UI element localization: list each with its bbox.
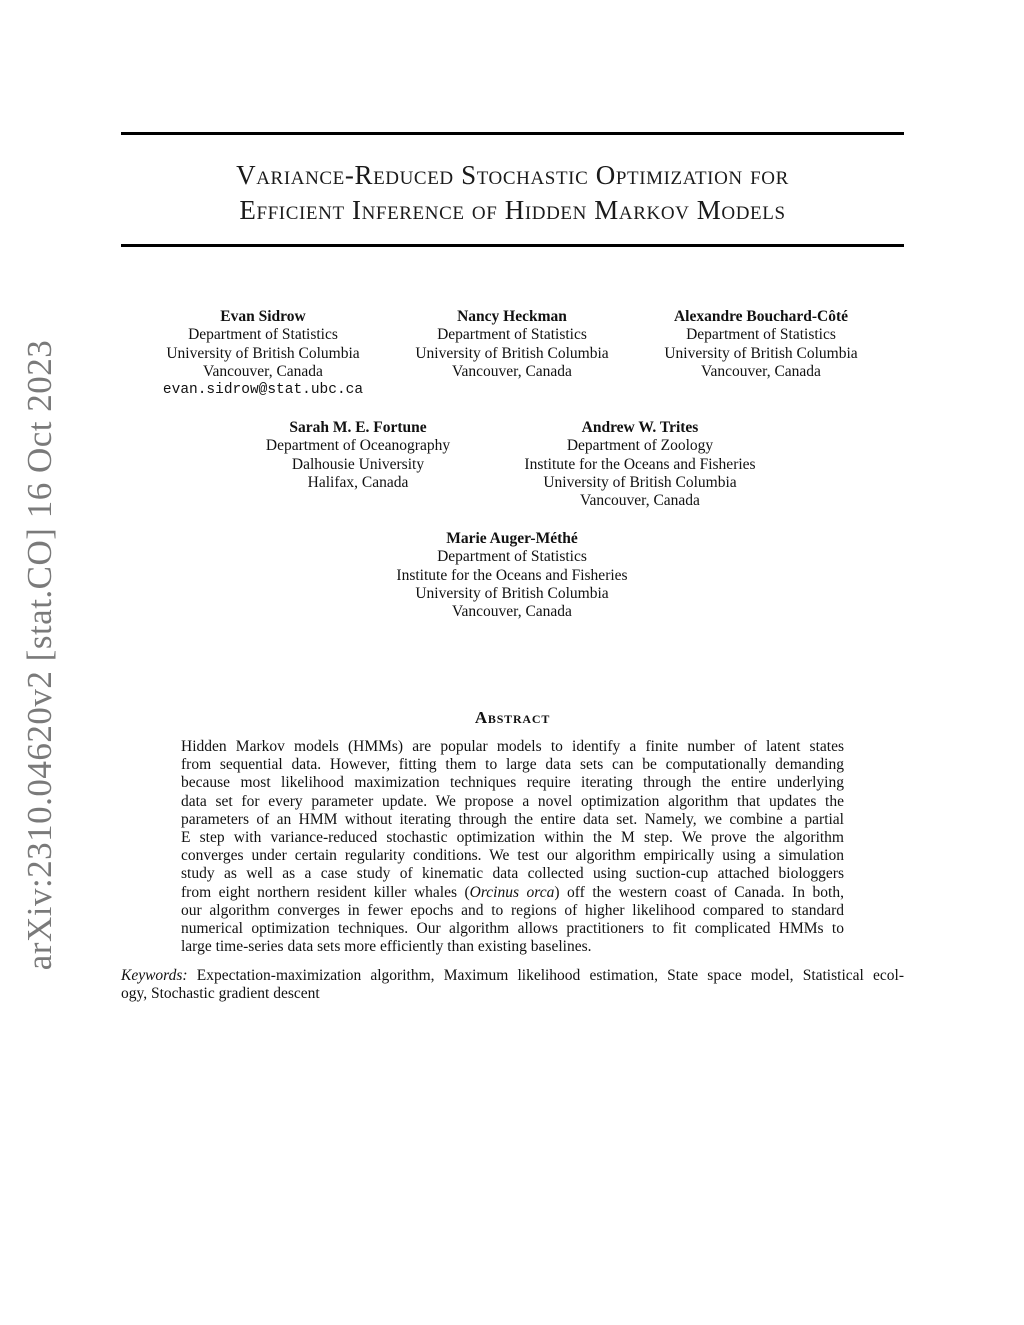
abstract-line: Hidden Markov models (HMMs) are popular models to identify a finite number of latent states (181, 738, 844, 755)
abstract-line: data set for every parameter update. We propose a novel optimization algorithm that updates the (181, 792, 844, 810)
author-name: Alexandre Bouchard-Côté (673, 308, 849, 325)
author-name: Evan Sidrow (220, 308, 306, 325)
abstract-line: E step with variance-reduced stochastic optimization within the M step. We prove the algorithm (181, 829, 844, 847)
abstract-line: our algorithm converges in fewer epochs and to regions of higher likelihood compared to standard (181, 901, 844, 919)
author-affiliation-line: University of British Columbia (664, 344, 858, 362)
abstract-body (181, 738, 844, 956)
author-block-1 (163, 308, 363, 399)
keywords-line-2: ogy, Stochastic gradient descent (121, 985, 320, 1003)
author-block-2 (415, 308, 608, 381)
title-line-2: Efficient Inference of Hidden Markov Models (239, 195, 786, 225)
abstract-line: from sequential data. However, fitting them to large data sets can be computationally demanding (181, 756, 844, 774)
abstract-line: converges under certain regularity conditions. We test our algorithm empirically using a simulation (181, 847, 844, 865)
abstract-line-species (181, 884, 844, 902)
abstract-line: numerical optimization techniques. Our algorithm allows practitioners to fit complicated HMMs to (181, 920, 844, 938)
author-affiliation-line: University of British Columbia (415, 584, 609, 602)
author-affiliation-line: University of British Columbia (166, 344, 360, 362)
keywords-line-1 (121, 967, 904, 985)
paper-title (121, 158, 904, 228)
author-affiliation-line: Department of Statistics (437, 326, 587, 344)
author-affiliation-line: Department of Statistics (437, 548, 587, 566)
author-affiliation-line: Department of Statistics (188, 326, 338, 344)
author-block-4 (266, 419, 450, 492)
author-affiliation-line: University of British Columbia (543, 473, 737, 491)
author-name: Sarah M. E. Fortune (289, 419, 427, 436)
arxiv-identifier: arXiv:2310.04620v2 [stat.CO] 16 Oct 2023 (20, 339, 59, 971)
arxiv-side-stamp (0, 339, 80, 971)
author-affiliation-line: Vancouver, Canada (452, 603, 572, 621)
author-affiliation-line: Department of Oceanography (265, 437, 451, 455)
author-affiliation-line: Dalhousie University (291, 455, 425, 473)
author-affiliation-line: Halifax, Canada (307, 473, 409, 491)
author-affiliation-line: Vancouver, Canada (580, 492, 700, 510)
author-block-3 (664, 308, 857, 381)
author-name: Andrew W. Trites (581, 419, 699, 436)
author-block-6 (396, 530, 627, 621)
species-name: Orcinus orca (469, 883, 555, 901)
author-name: Nancy Heckman (457, 308, 567, 325)
author-affiliation-line: University of British Columbia (415, 344, 609, 362)
title-top-rule (121, 132, 904, 135)
keywords-label: Keywords: (121, 967, 188, 984)
author-affiliation-line: Vancouver, Canada (203, 362, 323, 380)
author-affiliation-line: Institute for the Oceans and Fisheries (396, 566, 628, 584)
abstract-line: large time-series data sets more efficiently than existing baselines. (181, 938, 592, 956)
author-email[interactable]: evan.sidrow@stat.ubc.ca (162, 382, 364, 399)
title-line-1: Variance-Reduced Stochastic Optimization for (236, 160, 789, 190)
author-affiliation-line: Department of Zoology (566, 437, 714, 455)
author-affiliation-line: Vancouver, Canada (452, 362, 572, 380)
abstract-line: study as well as a case study of kinematic data collected using suction-cup attached biologgers (181, 865, 844, 883)
keywords-text: Expectation-maximization algorithm, Maximum likelihood estimation, State space model, Statistical ecol- (187, 967, 904, 984)
title-bottom-rule (121, 244, 904, 247)
abstract-line: parameters of an HMM without iterating through the entire data set. Namely, we combine a partial (181, 810, 844, 828)
author-name: Marie Auger-Méthé (446, 530, 578, 547)
abstract-line: because most likelihood maximization techniques require iterating through the entire underlying (181, 774, 844, 792)
abstract-heading: Abstract (474, 708, 551, 727)
keywords (121, 967, 904, 1003)
author-affiliation-line: Institute for the Oceans and Fisheries (524, 455, 756, 473)
author-block-5 (524, 419, 755, 510)
abstract-text: ) off the western coast of Canada. In both, (554, 883, 844, 901)
author-affiliation-line: Vancouver, Canada (701, 362, 821, 380)
abstract-text: from eight northern resident killer whales ( (181, 883, 470, 901)
author-affiliation-line: Department of Statistics (686, 326, 836, 344)
